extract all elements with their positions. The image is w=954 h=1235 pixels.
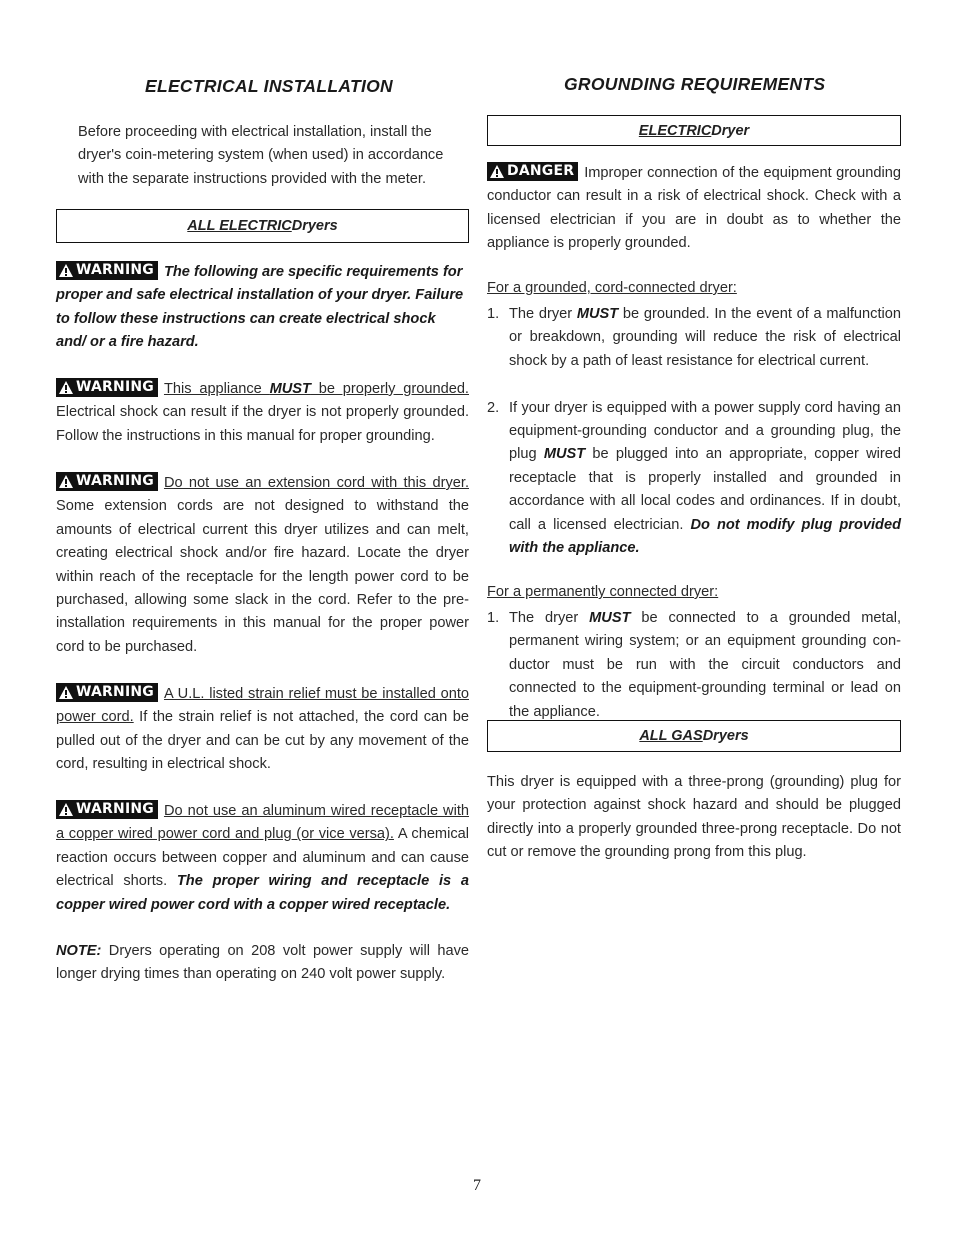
- warning-badge: WARNING: [56, 261, 158, 280]
- warning-grounding-title: This appliance MUST be properly grounded.: [163, 381, 469, 397]
- list-item: 1. The dryer MUST be grounded. In the event of a malfunction or breakdown, grounding will reduce the risk of electrical shock by a path of least resistance for electrical current.: [487, 306, 901, 369]
- warning-grounding: [56, 378, 469, 448]
- warning-extension-text: Some extension cords are not designed to withstand the amounts of electrical current this dryer utilizes and can melt, creating electrical shock and/or fire hazard. Locate the dryer within reach of the receptacle for the length power cord to be purchased, allowing some slack in the cord. Refer to the pre-installation requirements in this manual for the proper power cord to be purchased.: [56, 498, 469, 655]
- grounded-cord-subheading: For a grounded, cord-connected dryer:: [487, 280, 737, 296]
- warning-aluminum-bold: The proper wiring and receptacle is a copper wired power cord with a copper wired receptacle.: [56, 873, 469, 913]
- list-item: 1. The dryer MUST be connected to a grounded metal, permanent wiring system; or an equipment grounding con-ductor must be run with the circuit conductors and connected to the equipment-grounding terminal or lead on the appliance.: [487, 610, 901, 720]
- note-paragraph: [56, 940, 469, 987]
- warning-triangle-icon: [58, 685, 74, 700]
- dryers-label: Dryers: [291, 218, 338, 234]
- list-item: 2. If your dryer is equipped with a power supply cord having an equipment-grounding conductor and a grounding plug, the plug MUST be plugged into an appropriate, copper wired receptacle that is properly installed and grounded in accordance with all local codes and ordinances. If in doubt, call a licensed electrician. Do not modify plug provided with the appliance.: [487, 399, 901, 557]
- grounding-requirements-heading: GROUNDING REQUIREMENTS: [564, 74, 826, 94]
- all-electric-dryers-box: [56, 209, 469, 243]
- warning-badge: WARNING: [56, 683, 158, 702]
- danger-text: Improper connection of the equipment grounding conductor can result in a risk of electrical shock. Check with a licensed electrician if you are in doubt as to whether the appliance is properly grounded.: [487, 165, 901, 252]
- note-text: Dryers operating on 208 volt power supply will have longer drying times than operating on 240 volt power supply.: [56, 943, 469, 983]
- warning-triangle-icon: [58, 263, 74, 278]
- warning-extension-title: Do not use an extension cord with this dryer.: [163, 475, 469, 491]
- dryer-label: Dryer: [711, 122, 750, 139]
- all-gas-dryers-box: [487, 720, 901, 752]
- gas-dryers-label: Dryers: [702, 728, 749, 744]
- warning-strain-relief: [56, 683, 469, 777]
- warning-triangle-icon: [489, 164, 505, 179]
- warning-triangle-icon: [58, 380, 74, 395]
- warning-grounding-text: Electrical shock can result if the dryer is not properly grounded. Follow the instructions in this manual for proper grounding.: [56, 404, 469, 444]
- warning-aluminum-text: A chemical reaction occurs between copper and aluminum and can cause electrical shorts.: [56, 826, 469, 890]
- gas-paragraph: This dryer is equipped with a three-prong (grounding) plug for your protection against shock hazard and should be plugged directly into a properly grounded three-prong receptacle. Do not cut or remove the grounding prong from this plug.: [487, 774, 901, 861]
- permanent-list: [487, 607, 901, 724]
- electric-label: ELECTRIC: [638, 122, 712, 139]
- all-gas-label: ALL GAS: [639, 728, 703, 744]
- grounded-cord-list: [487, 303, 901, 560]
- warning-strain-title: A U.L. listed strain relief must be installed onto power cord.: [56, 686, 469, 726]
- warning-strain-text: If the strain relief is not attached, the cord can be pulled out of the dryer and can be cut by any movement of the cord, resulting in electrical shock.: [56, 709, 470, 773]
- warning-badge: WARNING: [56, 378, 158, 397]
- warning-triangle-icon: [58, 474, 74, 489]
- warning-badge: WARNING: [56, 472, 158, 491]
- electrical-installation-heading: ELECTRICAL INSTALLATION: [145, 76, 393, 96]
- page-number: 7: [473, 1177, 481, 1194]
- all-electric-label: ALL ELECTRIC: [187, 218, 292, 234]
- warning-aluminum-title: Do not use an aluminum wired receptacle with a copper wired power cord and plug (or vice versa).: [56, 803, 469, 843]
- warning-triangle-icon: [58, 802, 74, 817]
- note-label: NOTE:: [56, 943, 102, 959]
- permanent-subheading: For a permanently connected dryer:: [487, 584, 719, 600]
- danger-paragraph: [487, 162, 901, 256]
- warning-general: [56, 261, 469, 355]
- intro-paragraph: Before proceeding with electrical installation, install the dryer's coin-metering system (when used) in accordance with the separate instructions provided with the meter.: [78, 124, 444, 187]
- electric-dryer-box: [487, 115, 901, 146]
- warning-extension-cord: [56, 472, 469, 659]
- warning-general-text: The following are specific requirements for proper and safe electrical installation of your dryer. Failure to follow these instructions can create electrical shock and/ or a fire hazard.: [56, 264, 464, 351]
- danger-badge: DANGER: [487, 162, 578, 181]
- warning-badge: WARNING: [56, 800, 158, 819]
- warning-aluminum: [56, 800, 469, 917]
